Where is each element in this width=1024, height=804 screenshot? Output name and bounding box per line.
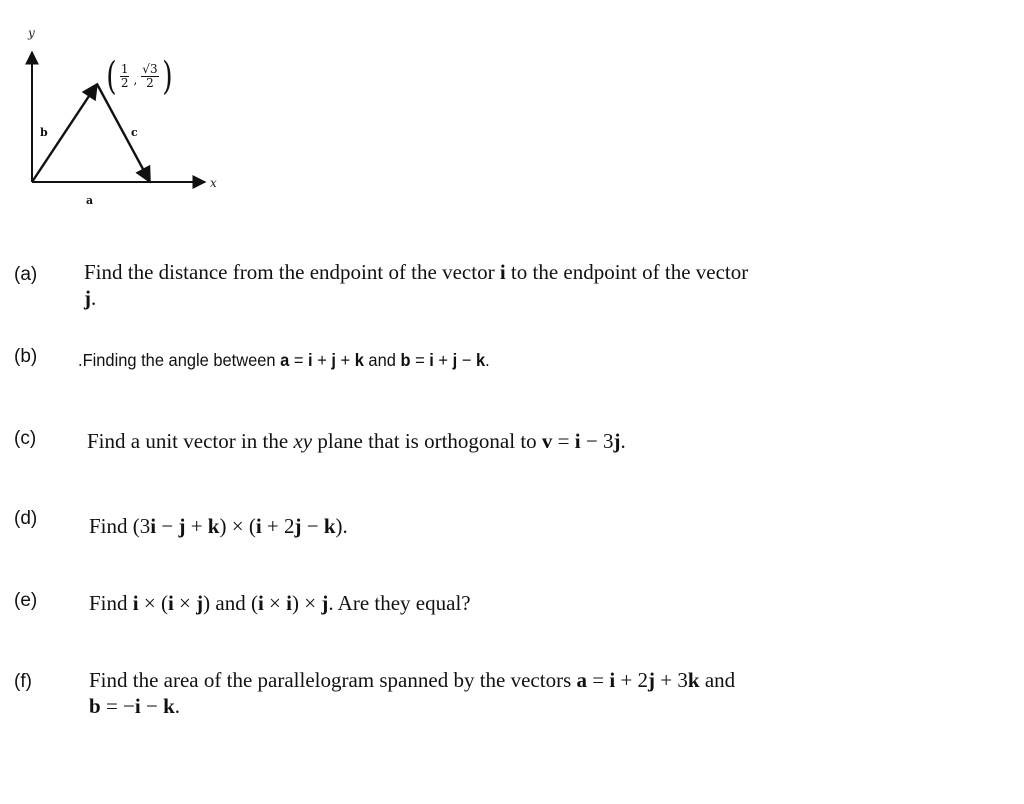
problem-label: (b) — [14, 346, 38, 367]
problem-label: (f) — [14, 671, 32, 692]
problem-text: .Finding the angle between a = i + j + k and b = i + j − k. — [78, 350, 490, 370]
problem-text: Find the distance from the endpoint of the vector i to the endpoint of the vector j. — [84, 260, 749, 310]
problem-text: Find i × (i × j) and (i × i) × j. Are they equal? — [89, 591, 471, 615]
x-axis-label: x — [210, 176, 217, 190]
problem-label: (e) — [14, 590, 38, 611]
problem-text: Find the area of the parallelogram spanned by the vectors a = i + 2j + 3k and b = −i − k. — [89, 668, 736, 718]
x-coordinate-fraction: $\frac{1}{2}$ — [120, 61, 129, 90]
vector-c-label: c — [131, 126, 138, 139]
apex-coordinate: ( $\frac{1}{2}$ , $\frac{√3}{2}$ ) — [106, 54, 173, 98]
vector-b-label: b — [40, 126, 48, 139]
y-axis-label: y — [28, 26, 35, 40]
vector-a-label: a — [86, 194, 94, 207]
problem-label: (d) — [14, 508, 38, 529]
problem-label: (a) — [14, 264, 38, 285]
y-coordinate-fraction: $\frac{√3}{2}$ — [142, 61, 158, 90]
problem-label: (c) — [14, 428, 37, 449]
vector-diagram — [10, 22, 240, 217]
vector-triangle-figure — [10, 22, 240, 217]
problem-text: Find (3i − j + k) × (i + 2j − k). — [89, 514, 348, 538]
problem-text: Find a unit vector in the xy plane that is orthogonal to v = i − 3j. — [87, 429, 626, 453]
vector-c — [97, 84, 150, 182]
